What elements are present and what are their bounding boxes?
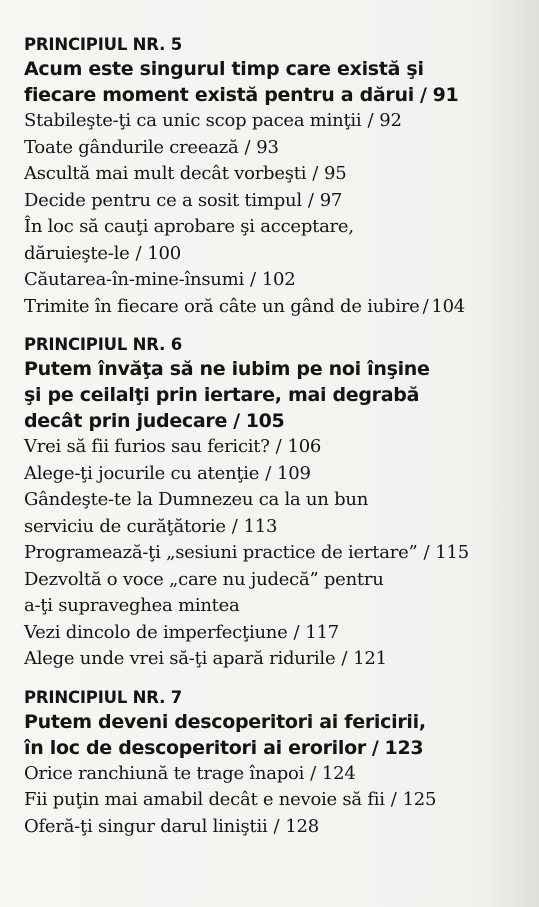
page-number: 104 [431, 295, 466, 317]
thesis-text: şi pe ceilalţi prin iertare, mai degrabă [24, 384, 420, 406]
toc-entry [24, 620, 524, 647]
thesis-text: în loc de descoperitori ai erorilor [24, 736, 366, 759]
thesis-text: Putem învăţa să ne iubim pe noi înşine [24, 358, 430, 380]
page-number: 92 [379, 110, 402, 131]
toc-entry [24, 161, 524, 188]
page-separator: / [423, 542, 430, 563]
table-of-contents [24, 34, 524, 840]
entry-text: Ascultă mai mult decât vorbeşti [24, 163, 307, 184]
entry-text: Trimite în fiecare oră câte un gând de iubire [24, 295, 420, 317]
page-separator: / [371, 736, 379, 759]
principle-title: PRINCIPIUL NR. 7 [24, 687, 182, 707]
thesis-text: Acum este singurul timp care există şi [24, 58, 424, 80]
principle-thesis-line [24, 709, 524, 735]
principle-thesis-line [24, 56, 524, 82]
page-separator: / [390, 789, 397, 810]
toc-entry [24, 135, 524, 162]
entry-text: a-ţi supraveghea mintea [24, 595, 240, 616]
toc-entry [24, 567, 524, 594]
page-number: 123 [384, 736, 424, 759]
toc-entry [24, 241, 524, 268]
entry-text: Decide pentru ce a sosit timpul [24, 189, 302, 211]
page-separator: / [135, 242, 142, 264]
toc-entry [24, 646, 524, 673]
toc-entry [24, 593, 524, 620]
page-number: 100 [147, 242, 181, 264]
page-number: 97 [319, 189, 343, 211]
toc-entry [24, 294, 524, 321]
page-separator: / [422, 295, 429, 317]
thesis-text: Putem deveni descoperitori ai fericirii, [24, 710, 426, 733]
toc-entry [24, 487, 524, 514]
page-number: 121 [353, 648, 387, 669]
page-separator: / [341, 648, 348, 669]
entry-text: Programează-ţi „sesiuni practice de iertare” [24, 542, 418, 563]
toc-entry [24, 514, 524, 541]
page-number: 117 [305, 621, 339, 643]
page-separator: / [275, 436, 282, 457]
thesis-text: decât prin judecare [24, 410, 228, 432]
page-number: 113 [243, 515, 278, 537]
page-number: 93 [256, 136, 279, 158]
entry-text: Dezvoltă o voce „care nu judecă” pentru [24, 568, 384, 590]
page-number: 91 [432, 84, 459, 106]
toc-entry [24, 267, 524, 294]
entry-text: Toate gândurile creează [24, 136, 239, 158]
toc-entry [24, 761, 524, 788]
entry-text: serviciu de curăţătorie [24, 515, 226, 537]
page-number: 105 [245, 410, 285, 432]
page-separator: / [310, 762, 316, 784]
toc-section [24, 334, 524, 673]
section-gap [24, 673, 524, 687]
toc-entry [24, 461, 524, 488]
entry-text: Oferă-ţi singur darul liniştii [24, 815, 268, 837]
section-gap [24, 320, 524, 334]
toc-entry [24, 188, 524, 215]
toc-section [24, 687, 524, 841]
page-number: 102 [261, 269, 296, 290]
entry-text: dăruieşte-le [24, 242, 130, 264]
toc-section [24, 34, 524, 320]
principle-thesis-line [24, 382, 524, 408]
principle-thesis-line [24, 735, 524, 761]
page-separator: / [244, 136, 251, 158]
page-number: 109 [277, 462, 311, 484]
page-number: 106 [287, 436, 322, 457]
principle-title: PRINCIPIUL NR. 5 [24, 35, 182, 54]
page-separator: / [307, 189, 314, 211]
entry-text: Căutarea-în-mine-însumi [24, 269, 244, 290]
page-separator: / [293, 621, 300, 643]
thesis-text: fiecare moment există pentru a dărui [24, 84, 414, 106]
toc-entry [24, 214, 524, 241]
entry-text: În loc să cauţi aprobare şi acceptare, [24, 216, 354, 237]
page-number: 128 [285, 815, 319, 837]
page-number: 124 [321, 762, 356, 784]
page-separator: / [312, 163, 319, 184]
entry-text: Stabileşte-ţi ca unic scop pacea minţii [24, 110, 362, 131]
entry-text: Alege-ţi jocurile cu atenţie [24, 462, 260, 484]
toc-entry [24, 540, 524, 567]
principle-title: PRINCIPIUL NR. 6 [24, 335, 182, 354]
entry-text: Orice ranchiună te trage înapoi [24, 762, 305, 784]
toc-entry [24, 787, 524, 814]
principle-thesis-line [24, 82, 524, 108]
page-separator: / [231, 515, 238, 537]
page-number: 115 [435, 542, 469, 563]
entry-text: Fii puţin mai amabil decât e nevoie să fii [24, 789, 385, 810]
page-separator: / [367, 110, 374, 131]
toc-entry [24, 108, 524, 135]
entry-text: Gândeşte-te la Dumnezeu ca la un bun [24, 489, 369, 510]
page-separator: / [273, 815, 280, 837]
entry-text: Alege unde vrei să-ţi apară ridurile [24, 648, 336, 669]
principle-thesis-line [24, 356, 524, 382]
page-separator: / [249, 269, 256, 290]
page-separator: / [265, 462, 272, 484]
page-separator: / [233, 410, 240, 432]
toc-entry [24, 814, 524, 841]
principle-thesis-line [24, 408, 524, 434]
entry-text: Vezi dincolo de imperfecţiune [24, 621, 288, 643]
page-number: 95 [324, 163, 347, 184]
toc-entry [24, 434, 524, 461]
page-number: 125 [402, 789, 437, 810]
page-separator: / [419, 84, 427, 106]
entry-text: Vrei să fii furios sau fericit? [24, 436, 270, 457]
